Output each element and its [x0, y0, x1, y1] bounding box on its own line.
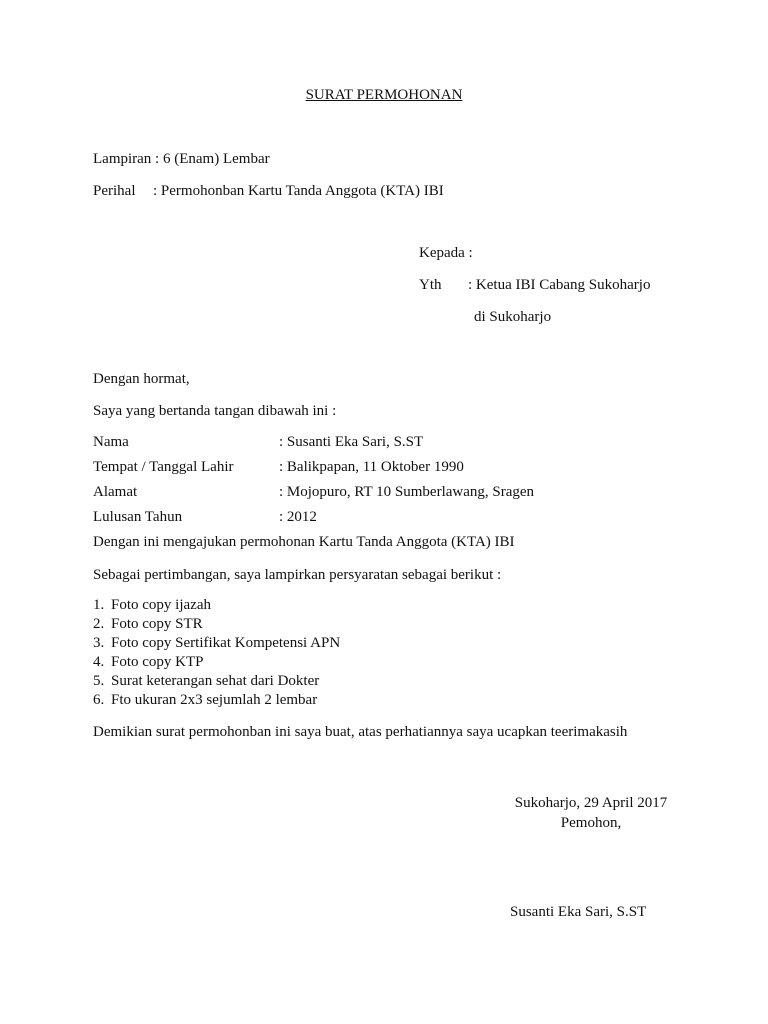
detail-label: Lulusan Tahun — [93, 509, 183, 525]
list-item-number: 2. — [93, 616, 105, 632]
salutation: Dengan hormat, — [93, 371, 190, 387]
lampiran-line: Lampiran : 6 (Enam) Lembar — [93, 151, 270, 167]
recipient-location: di Sukoharjo — [474, 309, 552, 325]
closing-line: Demikian surat permohonban ini saya buat, atas perhatiannya saya ucapkan teerimakasih — [93, 724, 628, 740]
signatory-name: Susanti Eka Sari, S.ST — [510, 904, 647, 920]
detail-label: Nama — [93, 434, 129, 450]
list-item-number: 6. — [93, 692, 105, 708]
list-item: Foto copy KTP — [111, 654, 204, 670]
yth-value: : Ketua IBI Cabang Sukoharjo — [468, 277, 651, 293]
detail-label: Tempat / Tanggal Lahir — [93, 459, 234, 475]
list-item: Foto copy STR — [111, 616, 203, 632]
list-item-number: 5. — [93, 673, 105, 689]
list-item: Foto copy Sertifikat Kompetensi APN — [111, 635, 341, 651]
request-line: Dengan ini mengajukan permohonan Kartu Tanda Anggota (KTA) IBI — [93, 534, 515, 550]
detail-label: Alamat — [93, 484, 138, 500]
intro-line: Saya yang bertanda tangan dibawah ini : — [93, 403, 337, 419]
list-item-number: 1. — [93, 597, 105, 613]
list-item: Fto ukuran 2x3 sejumlah 2 lembar — [111, 692, 318, 708]
detail-value: : 2012 — [279, 509, 317, 525]
kepada-label: Kepada : — [419, 245, 473, 261]
list-item: Surat keterangan sehat dari Dokter — [111, 673, 320, 689]
detail-value: : Susanti Eka Sari, S.ST — [279, 434, 424, 450]
detail-value: : Mojopuro, RT 10 Sumberlawang, Sragen — [279, 484, 535, 500]
list-item-number: 3. — [93, 635, 105, 651]
letter-title: SURAT PERMOHONAN — [305, 87, 463, 103]
list-item: Foto copy ijazah — [111, 597, 211, 613]
list-item-number: 4. — [93, 654, 105, 670]
perihal-label: Perihal — [93, 183, 136, 199]
applicant-label: Pemohon, — [560, 815, 622, 831]
place-date: Sukoharjo, 29 April 2017 — [514, 795, 668, 811]
yth-label: Yth — [419, 277, 442, 293]
detail-value: : Balikpapan, 11 Oktober 1990 — [279, 459, 464, 475]
consideration-line: Sebagai pertimbangan, saya lampirkan persyaratan sebagai berikut : — [93, 567, 502, 583]
perihal-value: : Permohonban Kartu Tanda Anggota (KTA) IBI — [153, 183, 444, 199]
